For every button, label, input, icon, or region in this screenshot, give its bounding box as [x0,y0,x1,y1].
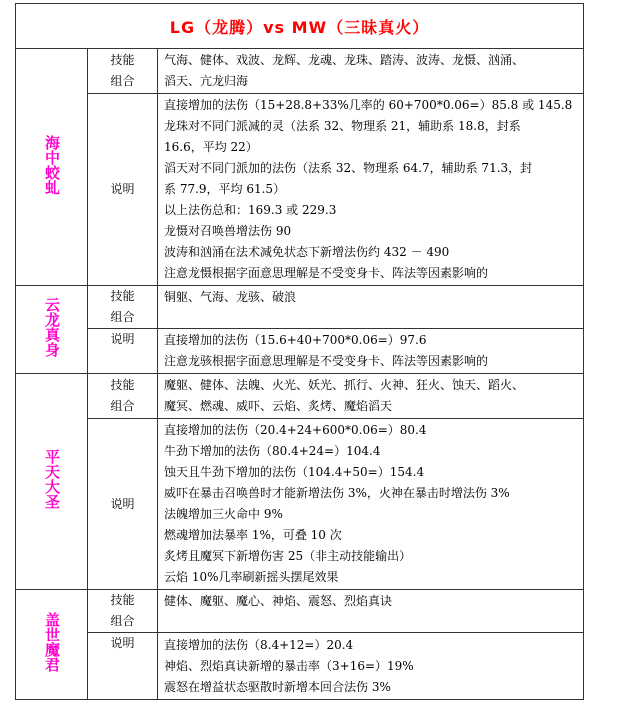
table-title: LG（龙腾）vs MW（三昧真火） [16,4,584,49]
desc-line: 直接增加的法伤（8.4+12=）20.4 [164,637,354,652]
school-name [16,590,88,700]
desc-line: 震怒在增益状态驱散时新增本回合法伤 3% [164,679,391,694]
desc-content [158,419,584,590]
section-row [16,329,584,374]
school-name [16,374,88,590]
desc-line: 16.6，平均 22） [164,140,258,154]
desc-line: 神焰、烈焰真诀新增的暴击率（3+16=）19% [164,658,414,673]
desc-label: 说明 [88,94,158,286]
section-row [16,286,584,329]
desc-line: 牛劲下增加的法伤（80.4+24=）104.4 [164,444,381,458]
combo-label-text: 技能组合 [110,53,135,88]
desc-content [158,329,584,374]
desc-line: 滔天对不同门派加的法伤（法系 32、物理系 64.7，辅助系 71.3，封 [164,161,533,175]
combo-label-text: 技能组合 [110,378,135,413]
desc-line: 以上法伤总和：169.3 或 229.3 [164,203,337,217]
combo-content [158,374,584,419]
school-name-text: 盖世魔君 [43,612,61,672]
section-row [16,374,584,419]
desc-line: 炙烤且魔冥下新增伤害 25（非主动技能输出） [164,549,412,563]
desc-label: 说明 [88,633,158,700]
combo-line: 健体、魔躯、魔心、神焰、震怒、烈焰真诀 [164,594,393,608]
combo-label [88,286,158,329]
desc-line: 龙慑对召唤兽增法伤 90 [164,224,292,238]
desc-line: 蚀天且牛劲下增加的法伤（104.4+50=）154.4 [164,465,425,479]
desc-line: 系 77.9，平均 61.5） [164,182,286,196]
combo-label [88,590,158,633]
combo-label-text: 技能组合 [110,289,135,324]
combo-content [158,590,584,633]
title-row [16,4,584,49]
desc-line: 注意龙骇根据字面意思理解是不受变身卡、阵法等因素影响的 [164,354,489,368]
school-name [16,286,88,374]
combo-line: 滔天、亢龙归海 [164,74,249,88]
combo-line: 魔冥、燃魂、威吓、云焰、炙烤、魔焰滔天 [164,399,393,413]
combo-line: 铜躯、气海、龙骇、破浪 [164,290,297,304]
section-row [16,49,584,94]
combo-content [158,49,584,94]
combo-label [88,374,158,419]
desc-line: 龙珠对不同门派减的灵（法系 32、物理系 21，辅助系 18.8，封系 [164,119,521,133]
desc-line: 法魄增加三火命中 9% [164,507,283,521]
combo-label [88,49,158,94]
desc-label: 说明 [88,419,158,590]
combo-line: 魔躯、健体、法魄、火光、妖光、抓行、火神、狂火、蚀天、蹈火、 [164,378,525,392]
section-row [16,633,584,700]
desc-line: 直接增加的法伤（20.4+24+600*0.06=）80.4 [164,423,427,437]
comparison-table [15,3,584,700]
section-row [16,419,584,590]
desc-line: 直接增加的法伤（15.6+40+700*0.06=）97.6 [164,333,427,347]
school-name-text: 海中蛟虬 [43,134,61,195]
desc-line: 云焰 10%几率刷新摇头摆尾效果 [164,570,339,584]
section-row [16,590,584,633]
section-row [16,94,584,286]
combo-label-text: 技能组合 [110,593,135,628]
desc-line: 威吓在暴击召唤兽时才能新增法伤 3%，火神在暴击时增法伤 3% [164,486,510,500]
school-name-text: 平天大圣 [43,449,61,509]
desc-line: 直接增加的法伤（15+28.8+33%几率的 60+700*0.06=）85.8 或 145.8 [164,98,573,112]
school-name [16,49,88,286]
desc-label: 说明 [88,329,158,374]
desc-line: 燃魂增加法暴率 1%，可叠 10 次 [164,528,342,542]
desc-content [158,94,584,286]
combo-line: 气海、健体、戏波、龙辉、龙魂、龙珠、踏涛、波涛、龙慑、汹涌、 [164,53,525,67]
desc-line: 波涛和汹涌在法术减免状态下新增法伤约 432 － 490 [164,245,450,259]
desc-content [158,633,584,700]
school-name-text: 云龙真身 [43,297,61,357]
combo-content [158,286,584,329]
desc-line: 注意龙慑根据字面意思理解是不受变身卡、阵法等因素影响的 [164,266,489,280]
